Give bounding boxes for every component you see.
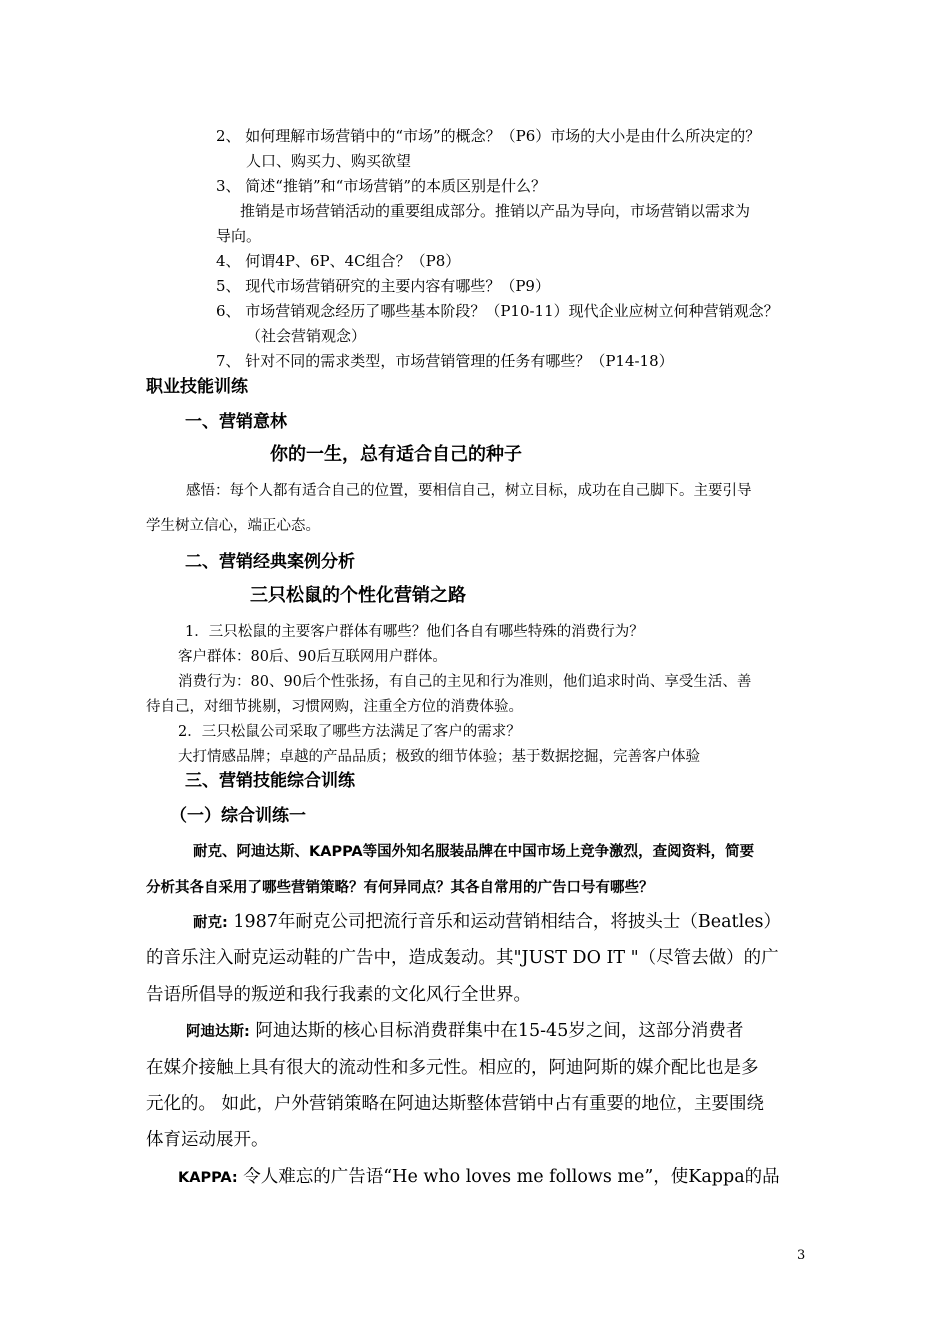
question-2-answer: 人口、购买力、购买欲望 bbox=[246, 152, 412, 170]
question-6-answer: （社会营销观念） bbox=[246, 327, 367, 345]
section-title: 职业技能训练 bbox=[146, 377, 248, 397]
section1-reflection-line2: 学生树立信心，端正心态。 bbox=[146, 518, 320, 534]
adidas-label: 阿迪达斯: bbox=[186, 1024, 250, 1040]
section3-subheading: （一）综合训练一 bbox=[170, 806, 306, 826]
section1-story-title: 你的一生，总有适合自己的种子 bbox=[270, 444, 522, 465]
kappa-paragraph-line1 bbox=[178, 1165, 780, 1190]
nike-paragraph-line3: 告语所倡导的叛逆和我行我素的文化风行全世界。 bbox=[146, 985, 531, 1005]
question-3-answer-line2: 导向。 bbox=[216, 227, 262, 245]
section2-case-title: 三只松鼠的个性化营销之路 bbox=[250, 585, 466, 606]
question-2: 2、 如何理解市场营销中的“市场”的概念？（P6）市场的大小是由什么所决定的？ bbox=[216, 127, 761, 145]
adidas-paragraph-line1 bbox=[186, 1019, 743, 1044]
nike-text-line1: 1987年耐克公司把流行音乐和运动营销相结合，将披头士（Beatles） bbox=[227, 912, 782, 932]
kappa-text-line1: 令人难忘的广告语“He who loves me follows me”，使Kappa的品 bbox=[237, 1167, 780, 1187]
question-5: 5、 现代市场营销研究的主要内容有哪些？（P9） bbox=[216, 277, 550, 295]
section2-question-2: 2．三只松鼠公司采取了哪些方法满足了客户的需求？ bbox=[178, 724, 521, 740]
section3-prompt-line1: 耐克、阿迪达斯、KAPPA等国外知名服装品牌在中国市场上竞争激烈，查阅资料，简要 bbox=[193, 844, 755, 860]
question-6: 6、 市场营销观念经历了哪些基本阶段？（P10-11）现代企业应树立何种营销观念？ bbox=[216, 302, 779, 320]
question-3-answer-line1: 推销是市场营销活动的重要组成部分。推销以产品为导向，市场营销以需求为 bbox=[240, 202, 751, 220]
section2-answer-1-line3: 待自己，对细节挑剔，习惯网购，注重全方位的消费体验。 bbox=[146, 699, 523, 715]
kappa-label: KAPPA: bbox=[178, 1170, 238, 1186]
question-4: 4、 何谓4P、6P、4C组合？（P8） bbox=[216, 252, 461, 270]
section2-answer-1-line2: 消费行为：80、90后个性张扬，有自己的主见和行为准则，他们追求时尚、享受生活、善 bbox=[178, 674, 752, 690]
question-3: 3、 简述“推销”和“市场营销”的本质区别是什么？ bbox=[216, 177, 546, 195]
page-number: 3 bbox=[797, 1248, 806, 1263]
adidas-paragraph-line2: 在媒介接触上具有很大的流动性和多元性。相应的，阿迪阿斯的媒介配比也是多 bbox=[146, 1058, 759, 1078]
section2-answer-2: 大打情感品牌；卓越的产品品质；极致的细节体验；基于数据挖掘，完善客户体验 bbox=[178, 749, 700, 765]
section2-heading: 二、营销经典案例分析 bbox=[185, 552, 355, 572]
adidas-paragraph-line3: 元化的。 如此，户外营销策略在阿迪达斯整体营销中占有重要的地位，主要围绕 bbox=[146, 1094, 765, 1114]
section2-answer-1-line1: 客户群体：80后、90后互联网用户群体。 bbox=[178, 649, 447, 665]
section3-prompt-line2: 分析其各自采用了哪些营销策略？有何异同点？其各自常用的广告口号有哪些？ bbox=[146, 880, 654, 896]
section3-heading: 三、营销技能综合训练 bbox=[185, 771, 355, 791]
adidas-paragraph-line4: 体育运动展开。 bbox=[146, 1130, 269, 1150]
section1-reflection-line1: 感悟：每个人都有适合自己的位置，要相信自己，树立目标，成功在自己脚下。主要引导 bbox=[186, 483, 752, 499]
question-7: 7、 针对不同的需求类型，市场营销管理的任务有哪些？（P14-18） bbox=[216, 352, 674, 370]
section1-heading: 一、营销意林 bbox=[185, 412, 287, 432]
nike-paragraph-line2: 的音乐注入耐克运动鞋的广告中，造成轰动。其"JUST DO IT "（尽管去做）的广 bbox=[146, 948, 779, 968]
nike-paragraph-line1 bbox=[193, 910, 781, 935]
nike-label: 耐克: bbox=[193, 915, 228, 931]
adidas-text-line1: 阿迪达斯的核心目标消费群集中在15-45岁之间，这部分消费者 bbox=[249, 1021, 744, 1041]
section2-question-1: 1．三只松鼠的主要客户群体有哪些？他们各自有哪些特殊的消费行为？ bbox=[185, 624, 644, 640]
